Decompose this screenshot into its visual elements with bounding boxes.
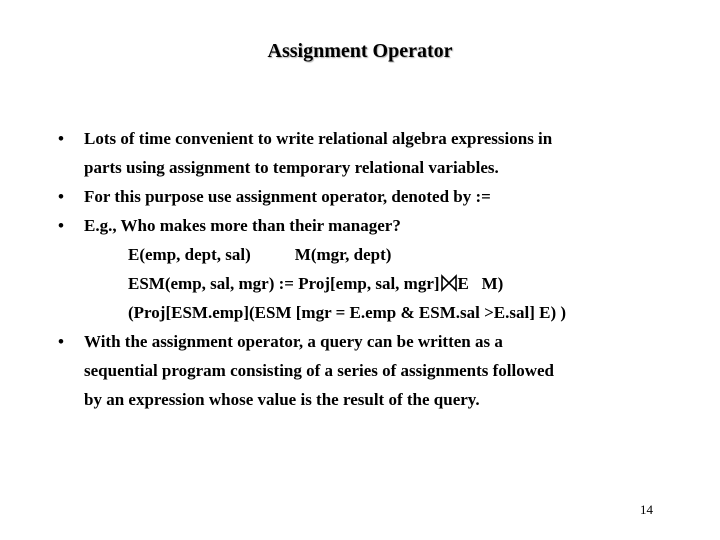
bullet-line: sequential program consisting of a series of assignments followed	[84, 361, 555, 380]
bullet-marker: •	[58, 216, 64, 235]
slide-title: Assignment Operator	[267, 40, 453, 62]
bullet-marker: •	[58, 129, 64, 148]
assignment-relation-m: M)	[481, 274, 504, 293]
page-number: 14	[640, 502, 653, 517]
relation-e-schema: E(emp, dept, sal)	[128, 245, 251, 264]
example-relations	[84, 240, 698, 269]
bullet-line: Lots of time convenient to write relational algebra expressions in	[84, 129, 553, 148]
bullet-line: With the assignment operator, a query can be written as a	[84, 332, 503, 351]
bullet-item-1	[58, 124, 698, 182]
bullet-marker: •	[58, 332, 64, 351]
bullet-line: by an expression whose value is the result of the query.	[84, 390, 480, 409]
assignment-relation-e: E	[457, 274, 469, 293]
bullet-line: parts using assignment to temporary relational variables.	[84, 158, 499, 177]
bullet-item-4	[58, 327, 698, 414]
assignment-lhs: ESM(emp, sal, mgr) := Proj[emp, sal, mgr]	[128, 274, 440, 293]
bullet-marker: •	[58, 187, 64, 206]
example-query: (Proj[ESM.emp](ESM [mgr = E.emp & ESM.sal >E.sal] E) )	[128, 303, 567, 322]
bullet-list	[58, 124, 698, 414]
bullet-item-2	[58, 182, 698, 211]
relation-m-schema: M(mgr, dept)	[294, 245, 392, 264]
bullet-item-3	[58, 211, 698, 327]
natural-join-icon	[441, 274, 457, 292]
bullet-line: E.g., Who makes more than their manager?	[84, 216, 401, 235]
bullet-line: For this purpose use assignment operator, denoted by :=	[84, 187, 491, 206]
example-assignment	[84, 269, 698, 298]
